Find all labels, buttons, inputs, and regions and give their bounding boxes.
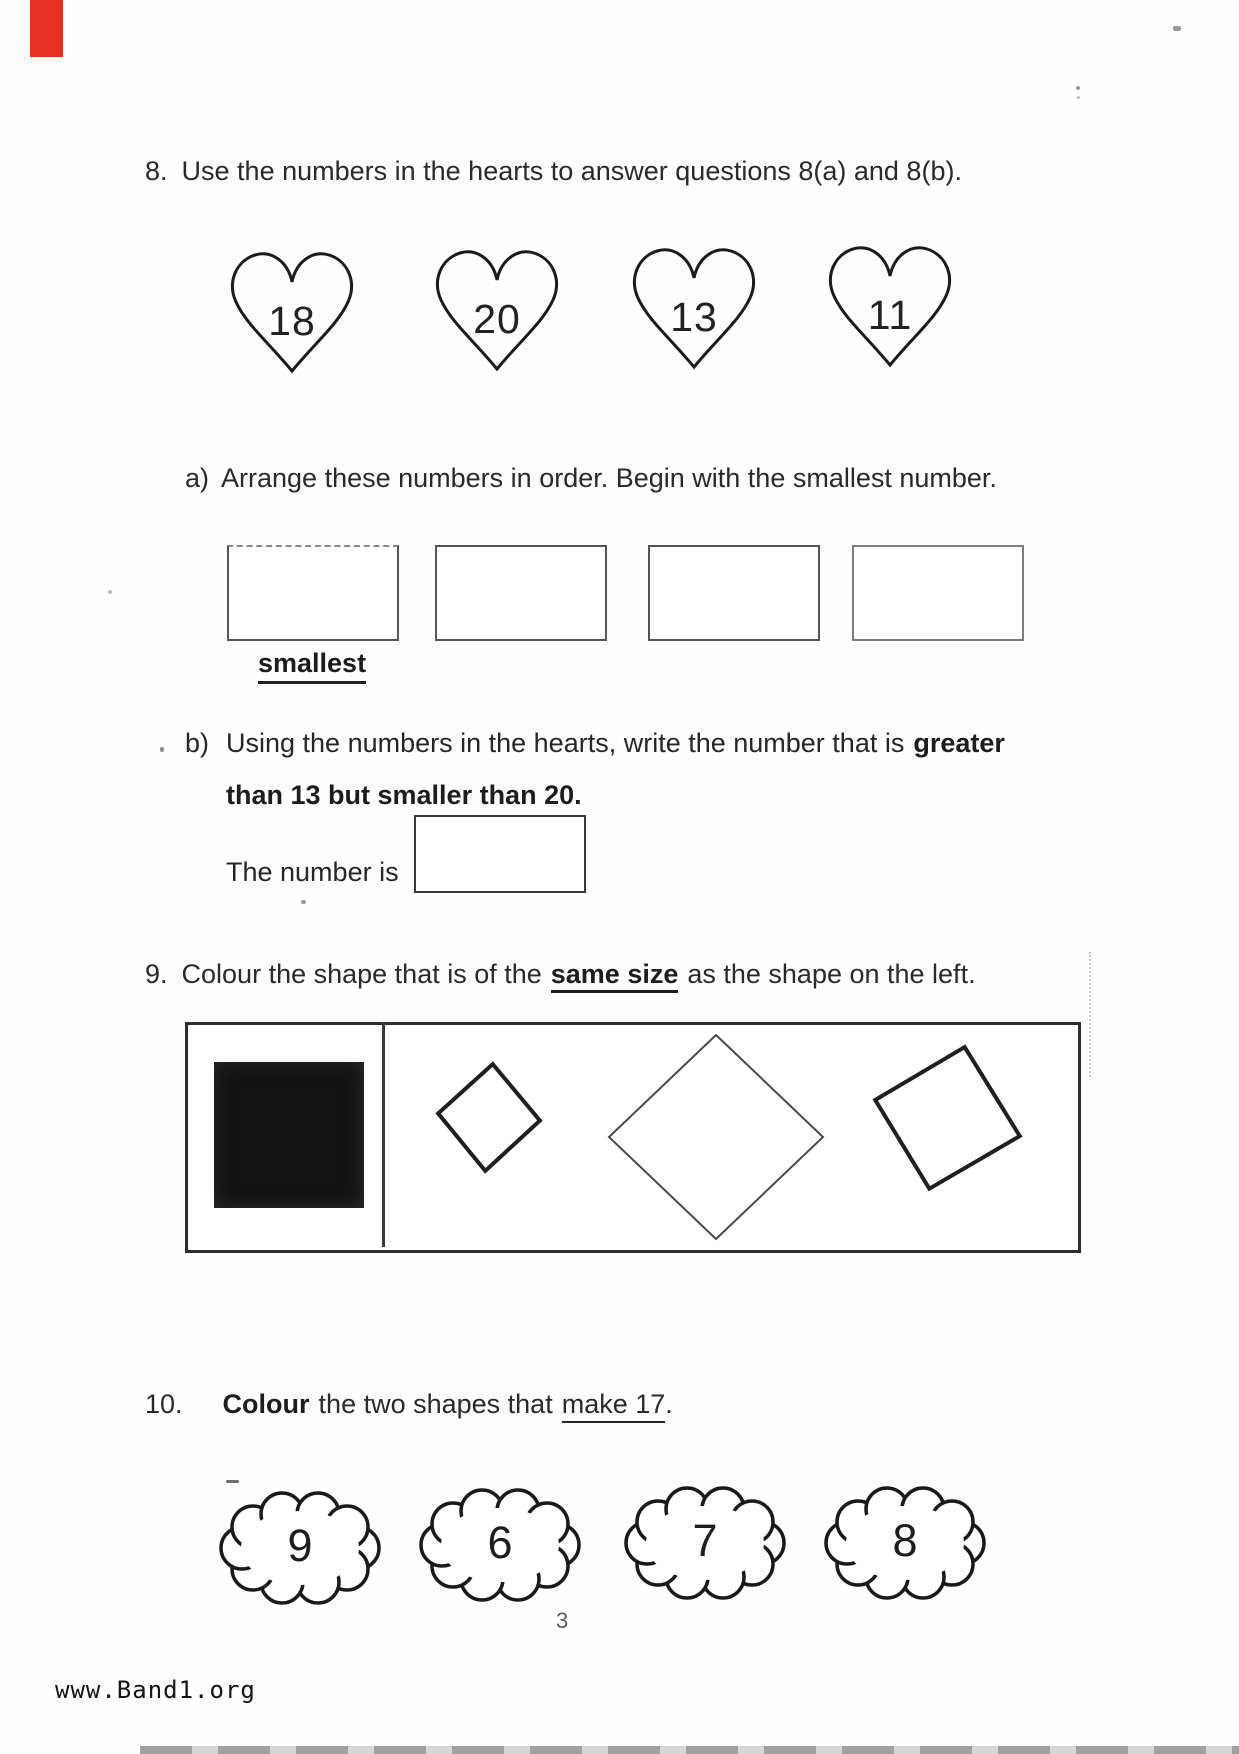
question-number: 8. <box>145 156 168 186</box>
cloud[interactable] <box>820 1481 990 1605</box>
part-a-line <box>185 462 1165 496</box>
smallest-label: smallest <box>258 648 366 684</box>
question-text: Colour the two shapes that make 17. <box>223 1388 673 1422</box>
question-8-line <box>145 155 1125 189</box>
part-label: a) <box>185 463 210 493</box>
heart <box>810 234 970 379</box>
footer-url: www.Band1.org <box>55 1676 256 1704</box>
cloud[interactable] <box>620 1481 790 1605</box>
answer-box[interactable] <box>852 545 1024 641</box>
question-text: Colour the shape that is of the same size as the shape on the left. <box>182 958 976 992</box>
part-b-line2: than 13 but smaller than 20. <box>226 780 582 810</box>
answer-box[interactable] <box>435 545 607 641</box>
answer-box[interactable] <box>227 545 399 641</box>
filled-square-reference <box>214 1062 364 1208</box>
reference-cell-divider <box>382 1022 385 1247</box>
heart <box>212 240 372 385</box>
scan-speck <box>1173 26 1181 31</box>
scan-speck <box>226 1480 239 1483</box>
part-a-text: Arrange these numbers in order. Begin with the smallest number. <box>221 463 997 493</box>
diamond-large[interactable] <box>606 1032 826 1242</box>
answer-box[interactable] <box>648 545 820 641</box>
cloud-number: 6 <box>487 1517 513 1568</box>
emphasis-same-size: same size <box>551 959 679 993</box>
scan-speck <box>1077 96 1080 99</box>
page-number: 3 <box>556 1608 569 1633</box>
underline-make-17: make 17 <box>562 1389 666 1423</box>
heart-number: 20 <box>473 296 521 342</box>
cloud[interactable] <box>215 1486 385 1610</box>
cloud-number: 9 <box>287 1520 313 1571</box>
question-number: 10. <box>145 1389 183 1419</box>
heart <box>417 238 577 383</box>
part-b-bold-word: greater <box>913 728 1005 758</box>
heart-number: 13 <box>670 294 718 340</box>
part-b-line1 <box>226 728 1106 759</box>
answer-prompt: The number is <box>226 857 399 887</box>
cloud-number: 8 <box>892 1515 918 1566</box>
bottom-scan-band <box>140 1746 1239 1754</box>
part-b-text: Using the numbers in the hearts, write the number that is <box>226 728 905 758</box>
part-label: b) <box>185 728 210 758</box>
cloud[interactable] <box>415 1483 585 1607</box>
scan-speck <box>1076 86 1080 90</box>
question-10-line <box>145 1388 1045 1422</box>
question-number: 9. <box>145 959 168 989</box>
scan-speck <box>160 747 164 752</box>
answer-box-number[interactable] <box>414 815 586 893</box>
scan-speck <box>108 590 112 594</box>
heart-number: 11 <box>867 292 913 338</box>
scan-speck <box>301 900 306 904</box>
cloud-number: 7 <box>692 1515 718 1566</box>
heart-number: 18 <box>268 298 316 344</box>
scan-red-mark <box>30 0 63 57</box>
question-text: Use the numbers in the hearts to answer questions 8(a) and 8(b). <box>181 156 962 186</box>
heart <box>614 236 774 381</box>
question-9-line <box>145 958 1145 992</box>
diamond-small[interactable] <box>430 1056 548 1178</box>
bold-colour-word: Colour <box>222 1389 310 1419</box>
